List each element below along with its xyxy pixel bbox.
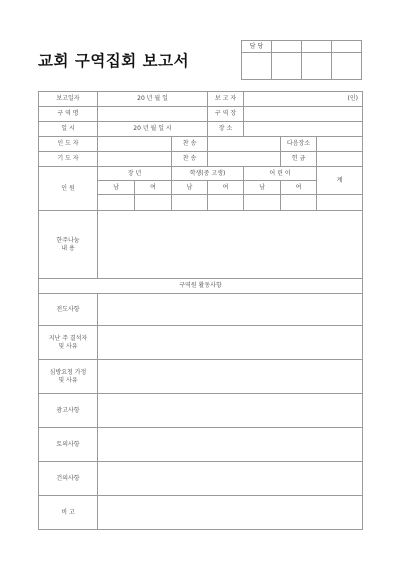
- leader-label: 인 도 자: [39, 137, 98, 152]
- visit-request-row: [39, 360, 363, 394]
- prayer-field[interactable]: [98, 152, 172, 167]
- praise-label: 찬 송: [172, 152, 208, 167]
- announcement-row: [39, 394, 363, 428]
- visit-label-line1: 심방요청 가정: [49, 369, 87, 377]
- date-field[interactable]: 20 년 월 일: [98, 92, 208, 107]
- hymn-field[interactable]: [208, 137, 281, 152]
- seal-mark: (인): [347, 95, 359, 103]
- attendance-label: 인 원: [39, 167, 98, 211]
- sharing-field[interactable]: [98, 211, 363, 279]
- visit-label-line2: 및 사유: [58, 376, 78, 384]
- remarks-label: 비 고: [39, 496, 98, 530]
- offering-field[interactable]: [317, 152, 363, 167]
- absentee-label: [39, 326, 98, 360]
- total-field[interactable]: [317, 195, 363, 211]
- students-male-label: 남: [172, 181, 208, 195]
- students-female-label: 여: [208, 181, 244, 195]
- children-male-field[interactable]: [244, 195, 281, 211]
- datetime-row: [39, 122, 363, 137]
- approval-sign-cell[interactable]: [242, 53, 272, 80]
- suggestion-row: [39, 462, 363, 496]
- district-leader-field[interactable]: [244, 107, 363, 122]
- adults-female-field[interactable]: [135, 195, 172, 211]
- offering-label: 헌 금: [281, 152, 317, 167]
- evangelism-row: [39, 294, 363, 326]
- suggestion-field[interactable]: [98, 462, 363, 496]
- adults-label: 장 년: [98, 167, 172, 181]
- visit-request-label: [39, 360, 98, 394]
- students-label: 학생(중 고생): [172, 167, 244, 181]
- remarks-row: [39, 496, 363, 530]
- next-place-label: 다음장소: [281, 137, 317, 152]
- suggestion-label: 건의사항: [39, 462, 98, 496]
- place-field[interactable]: [244, 122, 363, 137]
- sharing-label: [39, 211, 98, 279]
- students-female-field[interactable]: [208, 195, 244, 211]
- leader-row: [39, 137, 363, 152]
- evangelism-field[interactable]: [98, 294, 363, 326]
- date-row: [39, 92, 363, 107]
- discussion-field[interactable]: [98, 428, 363, 462]
- children-label: 어 린 이: [244, 167, 317, 181]
- datetime-field[interactable]: 20 년 월 일 시: [98, 122, 208, 137]
- approval-sign-cell[interactable]: [332, 53, 362, 80]
- leader-field[interactable]: [98, 137, 172, 152]
- district-leader-label: 구 역 장: [208, 107, 244, 122]
- discussion-label: 토의사항: [39, 428, 98, 462]
- absentee-label-line2: 및 사유: [58, 342, 78, 350]
- absentee-row: [39, 326, 363, 360]
- absentee-label-line1: 지난 주 결석자: [48, 335, 88, 343]
- adults-male-field[interactable]: [98, 195, 135, 211]
- children-male-label: 남: [244, 181, 281, 195]
- date-label: 보고일자: [39, 92, 98, 107]
- adults-male-label: 남: [98, 181, 135, 195]
- district-name-field[interactable]: [98, 107, 208, 122]
- datetime-label: 일 시: [39, 122, 98, 137]
- discussion-row: [39, 428, 363, 462]
- approval-sign-cell[interactable]: [302, 53, 332, 80]
- approval-box: [241, 40, 362, 80]
- total-label: 계: [317, 167, 363, 195]
- students-male-field[interactable]: [172, 195, 208, 211]
- remarks-field[interactable]: [98, 496, 363, 530]
- report-form: [38, 91, 363, 530]
- place-label: 장 소: [208, 122, 244, 137]
- approval-header-cell: [332, 41, 362, 53]
- district-row: [39, 107, 363, 122]
- prayer-label: 기 도 자: [39, 152, 98, 167]
- approval-label: 담 당: [242, 41, 272, 53]
- approval-header-cell: [302, 41, 332, 53]
- children-female-label: 여: [281, 181, 317, 195]
- hymn-label: 찬 송: [172, 137, 208, 152]
- prayer-row: [39, 152, 363, 167]
- sharing-label-line2: 내 용: [61, 244, 75, 252]
- announcement-label: 광고사항: [39, 394, 98, 428]
- district-name-label: 구 역 명: [39, 107, 98, 122]
- next-place-field[interactable]: [317, 137, 363, 152]
- sharing-row: [39, 211, 363, 279]
- praise-field[interactable]: [208, 152, 281, 167]
- adults-female-label: 여: [135, 181, 172, 195]
- reporter-field[interactable]: [244, 92, 363, 107]
- approval-sign-cell[interactable]: [272, 53, 302, 80]
- page-title: 교회 구역집회 보고서: [38, 52, 190, 70]
- evangelism-label: 전도사항: [39, 294, 98, 326]
- announcement-field[interactable]: [98, 394, 363, 428]
- attendance-group-row: [39, 167, 363, 181]
- children-female-field[interactable]: [281, 195, 317, 211]
- sharing-label-line1: 한주나눔: [56, 237, 80, 245]
- visit-request-field[interactable]: [98, 360, 363, 394]
- approval-header-cell: [272, 41, 302, 53]
- reporter-label: 보 고 자: [208, 92, 244, 107]
- activity-header-row: [39, 279, 363, 294]
- absentee-field[interactable]: [98, 326, 363, 360]
- activity-header: 구역원 활동사항: [39, 279, 363, 294]
